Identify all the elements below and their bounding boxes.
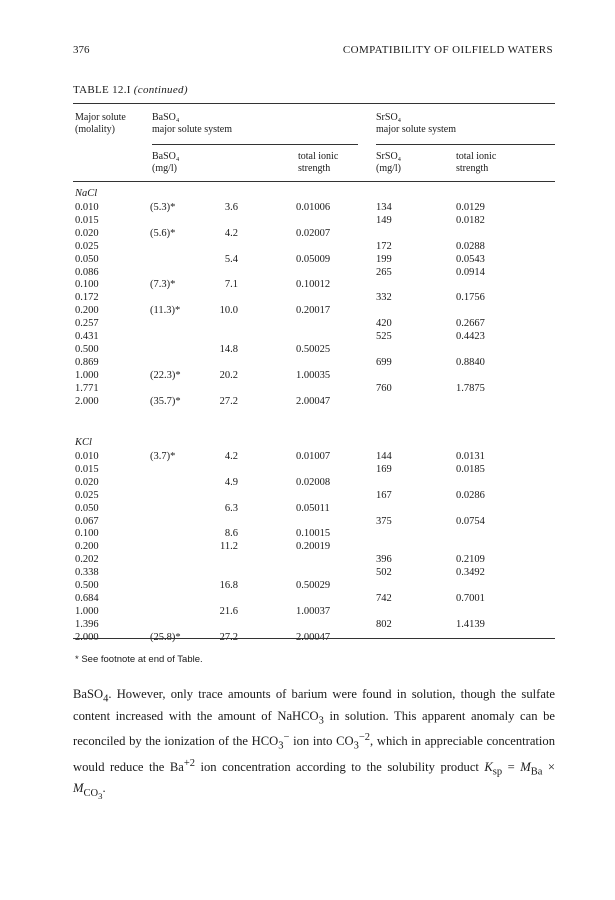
table-caption-suffix: (continued) bbox=[133, 84, 188, 96]
table-cell: 0.025 bbox=[75, 489, 99, 501]
table-row bbox=[0, 278, 615, 291]
head-sr-line2: major solute system bbox=[376, 124, 456, 135]
table-cell: 167 bbox=[376, 489, 392, 501]
table-row bbox=[0, 317, 615, 330]
head-solute-line2: (molality) bbox=[75, 124, 115, 135]
table-row bbox=[0, 330, 615, 343]
para-text-9: . bbox=[102, 781, 106, 796]
table-cell: 0.257 bbox=[75, 318, 99, 330]
table-footnote: * See footnote at end of Table. bbox=[75, 654, 203, 665]
table-caption-label: TABLE 12.I bbox=[73, 84, 131, 96]
table-row bbox=[0, 356, 615, 369]
table-cell: 21.6 bbox=[219, 605, 238, 617]
table-row bbox=[0, 214, 615, 227]
table-cell: 0.500 bbox=[75, 580, 99, 591]
table-cell: 4.2 bbox=[224, 451, 238, 462]
table-cell: 5.4 bbox=[224, 253, 238, 265]
table-cell: 0.05009 bbox=[296, 253, 331, 265]
table-cell: 0.020 bbox=[75, 227, 99, 239]
head-ba-rule bbox=[152, 144, 358, 145]
table-row bbox=[0, 343, 615, 356]
head-sr-ionic bbox=[456, 151, 496, 175]
table-row bbox=[0, 395, 615, 408]
table-row bbox=[0, 476, 615, 489]
table-cell: 0.431 bbox=[75, 331, 99, 342]
table-cell: 375 bbox=[376, 515, 392, 527]
para-text-1: BaSO bbox=[73, 687, 104, 701]
para-sup-5: +2 bbox=[183, 757, 196, 769]
table-cell: 0.015 bbox=[75, 463, 99, 475]
head-baso4-system bbox=[152, 112, 232, 136]
table-row bbox=[0, 489, 615, 502]
table-cell: 0.50029 bbox=[296, 580, 331, 591]
section-label: KCl bbox=[75, 437, 92, 448]
table-row bbox=[0, 304, 615, 317]
table-cell: 0.500 bbox=[75, 343, 99, 355]
table-cell: (5.3)* bbox=[150, 202, 176, 213]
head-ba-line2: major solute system bbox=[152, 124, 232, 135]
table-cell: 0.3492 bbox=[456, 567, 485, 579]
table-cell: 0.02008 bbox=[296, 476, 331, 488]
table-row bbox=[0, 605, 615, 618]
table-row bbox=[0, 382, 615, 395]
ksp-symbol: K bbox=[484, 759, 493, 774]
table-cell: 0.20019 bbox=[296, 541, 331, 553]
mba-subscript: Ba bbox=[530, 766, 543, 778]
table-cell: 0.067 bbox=[75, 515, 99, 527]
table-cell: (25.8)* bbox=[150, 631, 181, 643]
section-label: NaCl bbox=[75, 188, 98, 199]
table-cell: 0.0914 bbox=[456, 266, 485, 278]
running-title: COMPATIBILITY OF OILFIELD WATERS bbox=[342, 44, 553, 56]
table-cell: 0.10015 bbox=[296, 528, 331, 540]
head-sr-conc-line1: SrSO₄ bbox=[376, 151, 402, 162]
table-cell: 1.000 bbox=[75, 605, 99, 617]
table-cell: 27.2 bbox=[219, 631, 238, 643]
table-row bbox=[0, 227, 615, 240]
table-cell: 0.025 bbox=[75, 240, 99, 252]
table-row bbox=[0, 291, 615, 304]
table-cell: 11.2 bbox=[220, 541, 238, 553]
head-ba-conc bbox=[152, 151, 179, 175]
table-cell: 0.20017 bbox=[296, 305, 331, 317]
table-cell: 2.00047 bbox=[296, 631, 331, 643]
table-cell: 0.684 bbox=[75, 592, 99, 604]
table-cell: 20.2 bbox=[219, 369, 238, 381]
table-cell: 760 bbox=[376, 382, 392, 394]
mco-subscript-3: 3 bbox=[98, 791, 103, 802]
para-text-3: in solution. This apparent anomaly can be reconciled by the ionization of the HCO bbox=[73, 708, 555, 749]
table-row bbox=[0, 527, 615, 540]
table-cell: 0.086 bbox=[75, 266, 99, 278]
table-row bbox=[0, 450, 615, 463]
table-row bbox=[0, 566, 615, 579]
para-text-8: × bbox=[542, 759, 555, 774]
table-cell: 0.050 bbox=[75, 502, 99, 514]
table-cell: 0.200 bbox=[75, 305, 99, 317]
table-cell: 0.0754 bbox=[456, 515, 485, 527]
table-cell: (3.7)* bbox=[150, 451, 176, 462]
head-solute bbox=[75, 112, 126, 136]
head-sr-line1: SrSO₄ bbox=[376, 112, 402, 123]
table-cell: (5.6)* bbox=[150, 227, 176, 239]
head-ba-line1: BaSO₄ bbox=[152, 112, 180, 123]
table-cell: 199 bbox=[376, 253, 392, 265]
table-row bbox=[0, 540, 615, 553]
head-sr-ionic-line1: total ionic bbox=[456, 151, 497, 162]
table-cell: (22.3)* bbox=[150, 369, 181, 381]
table-row bbox=[0, 592, 615, 605]
para-text-2: . However, only trace amounts of barium were found in solution, though the sulfate content increased with the amount of NaHCO bbox=[73, 687, 555, 723]
table-cell: 149 bbox=[376, 214, 392, 226]
table-cell: 0.100 bbox=[75, 528, 99, 540]
table-cell: 16.8 bbox=[219, 580, 238, 591]
table-cell: 6.3 bbox=[224, 502, 238, 514]
table-cell: 0.2109 bbox=[456, 554, 485, 566]
head-ba-conc-line2: (mg/l) bbox=[152, 163, 177, 174]
table-row bbox=[0, 579, 615, 592]
table-cell: 169 bbox=[376, 463, 392, 475]
table-cell: 0.015 bbox=[75, 214, 99, 226]
table-cell: 0.050 bbox=[75, 253, 99, 265]
table-cell: 144 bbox=[376, 451, 392, 462]
table-cell: 0.02007 bbox=[296, 227, 331, 239]
table-row bbox=[0, 240, 615, 253]
table-cell: 1.4139 bbox=[456, 618, 485, 630]
table-row bbox=[0, 463, 615, 476]
table-caption bbox=[73, 84, 188, 96]
table-cell: 4.2 bbox=[224, 227, 238, 239]
page-header bbox=[73, 44, 553, 60]
table-row bbox=[0, 553, 615, 566]
mba-symbol: M bbox=[520, 759, 531, 774]
mco-subscript-text: CO bbox=[83, 787, 99, 799]
table-cell: 1.00037 bbox=[296, 605, 331, 617]
para-text-6: ion concentration according to the solubility product bbox=[195, 759, 485, 774]
table-cell: 134 bbox=[376, 202, 392, 213]
para-sup-3: − bbox=[283, 732, 290, 744]
table-cell: (11.3)* bbox=[150, 305, 181, 317]
para-text-4: ion into CO bbox=[289, 734, 354, 749]
table-cell: 802 bbox=[376, 618, 392, 630]
table-cell: 27.2 bbox=[219, 395, 238, 407]
para-sub-3: 3 bbox=[278, 740, 284, 752]
para-sub-1: 4 bbox=[103, 693, 109, 705]
table-row bbox=[0, 618, 615, 631]
table-cell: 1.771 bbox=[75, 382, 99, 394]
table-cell: 4.9 bbox=[224, 476, 238, 488]
table-cell: (35.7)* bbox=[150, 395, 181, 407]
table-cell: 0.010 bbox=[75, 202, 99, 213]
head-ba-ionic-line2: strength bbox=[298, 163, 331, 174]
table-cell: 0.202 bbox=[75, 554, 99, 566]
table-row bbox=[0, 253, 615, 266]
table-cell: 0.172 bbox=[75, 292, 99, 304]
table-cell: 525 bbox=[376, 331, 392, 342]
mco-symbol: M bbox=[73, 781, 84, 796]
head-ba-conc-line1: BaSO₄ bbox=[152, 151, 180, 162]
table-cell: 1.000 bbox=[75, 369, 99, 381]
table-cell: 7.1 bbox=[224, 279, 238, 291]
table-cell: 0.01006 bbox=[296, 202, 331, 213]
table-cell: 1.396 bbox=[75, 618, 99, 630]
table-row bbox=[0, 369, 615, 382]
table-cell: 0.0288 bbox=[456, 240, 485, 252]
mco-subscript bbox=[83, 787, 103, 802]
table-cell: 2.000 bbox=[75, 395, 99, 407]
para-sub-4: 3 bbox=[353, 740, 359, 752]
table-cell: 1.00035 bbox=[296, 369, 331, 381]
table-cell: 0.7001 bbox=[456, 592, 485, 604]
table-cell: 172 bbox=[376, 240, 392, 252]
head-sr-ionic-line2: strength bbox=[456, 163, 489, 174]
table-row bbox=[0, 266, 615, 279]
table-cell: 0.0129 bbox=[456, 202, 485, 213]
page-number: 376 bbox=[73, 44, 90, 56]
table-cell: 0.0286 bbox=[456, 489, 485, 501]
table-cell: 0.10012 bbox=[296, 279, 331, 291]
table-top-rule bbox=[73, 103, 555, 104]
head-sr-conc-line2: (mg/l) bbox=[376, 163, 401, 174]
table-cell: 0.50025 bbox=[296, 343, 331, 355]
para-sub-2: 3 bbox=[318, 715, 324, 727]
table-cell: (7.3)* bbox=[150, 279, 176, 291]
body-paragraph bbox=[73, 686, 555, 805]
table-cell: 420 bbox=[376, 318, 392, 330]
table-cell: 0.869 bbox=[75, 356, 99, 368]
table-cell: 2.000 bbox=[75, 631, 99, 643]
table-cell: 0.01007 bbox=[296, 451, 331, 462]
table-cell: 0.0182 bbox=[456, 214, 485, 226]
ksp-subscript: sp bbox=[492, 766, 503, 778]
table-cell: 8.6 bbox=[224, 528, 238, 540]
head-sr-conc bbox=[376, 151, 401, 175]
table-cell: 742 bbox=[376, 592, 392, 604]
table-cell: 0.4423 bbox=[456, 331, 485, 342]
head-ba-ionic bbox=[298, 151, 338, 175]
table-cell: 0.100 bbox=[75, 279, 99, 291]
head-srso4-system bbox=[376, 112, 456, 136]
table-cell: 3.6 bbox=[224, 202, 238, 213]
table-cell: 0.010 bbox=[75, 451, 99, 462]
table-cell: 0.338 bbox=[75, 567, 99, 579]
table-cell: 0.0185 bbox=[456, 463, 485, 475]
table-cell: 0.2667 bbox=[456, 318, 485, 330]
table-row bbox=[0, 502, 615, 515]
head-bottom-rule bbox=[73, 181, 555, 182]
table-cell: 0.020 bbox=[75, 476, 99, 488]
table-cell: 0.0131 bbox=[456, 451, 485, 462]
table-bottom-rule bbox=[73, 638, 555, 639]
table-cell: 1.7875 bbox=[456, 382, 485, 394]
para-text-7: = bbox=[502, 759, 521, 774]
table-row bbox=[0, 515, 615, 528]
table-cell: 0.0543 bbox=[456, 253, 485, 265]
head-sr-rule bbox=[376, 144, 555, 145]
table-cell: 14.8 bbox=[219, 343, 238, 355]
table-cell: 502 bbox=[376, 567, 392, 579]
head-solute-line1: Major solute bbox=[75, 112, 126, 123]
table-cell: 10.0 bbox=[219, 305, 238, 317]
head-ba-ionic-line1: total ionic bbox=[298, 151, 339, 162]
table-cell: 396 bbox=[376, 554, 392, 566]
table-cell: 0.200 bbox=[75, 541, 99, 553]
table-cell: 0.05011 bbox=[296, 502, 330, 514]
table-row bbox=[0, 201, 615, 214]
table-cell: 0.1756 bbox=[456, 292, 485, 304]
table-cell: 332 bbox=[376, 292, 392, 304]
table-cell: 0.8840 bbox=[456, 356, 485, 368]
table-cell: 2.00047 bbox=[296, 395, 331, 407]
para-sup-4: −2 bbox=[358, 732, 371, 744]
table-cell: 265 bbox=[376, 266, 392, 278]
para-text-5: , which in appreciable concentration would reduce the Ba bbox=[73, 734, 556, 774]
table-cell: 699 bbox=[376, 356, 392, 368]
